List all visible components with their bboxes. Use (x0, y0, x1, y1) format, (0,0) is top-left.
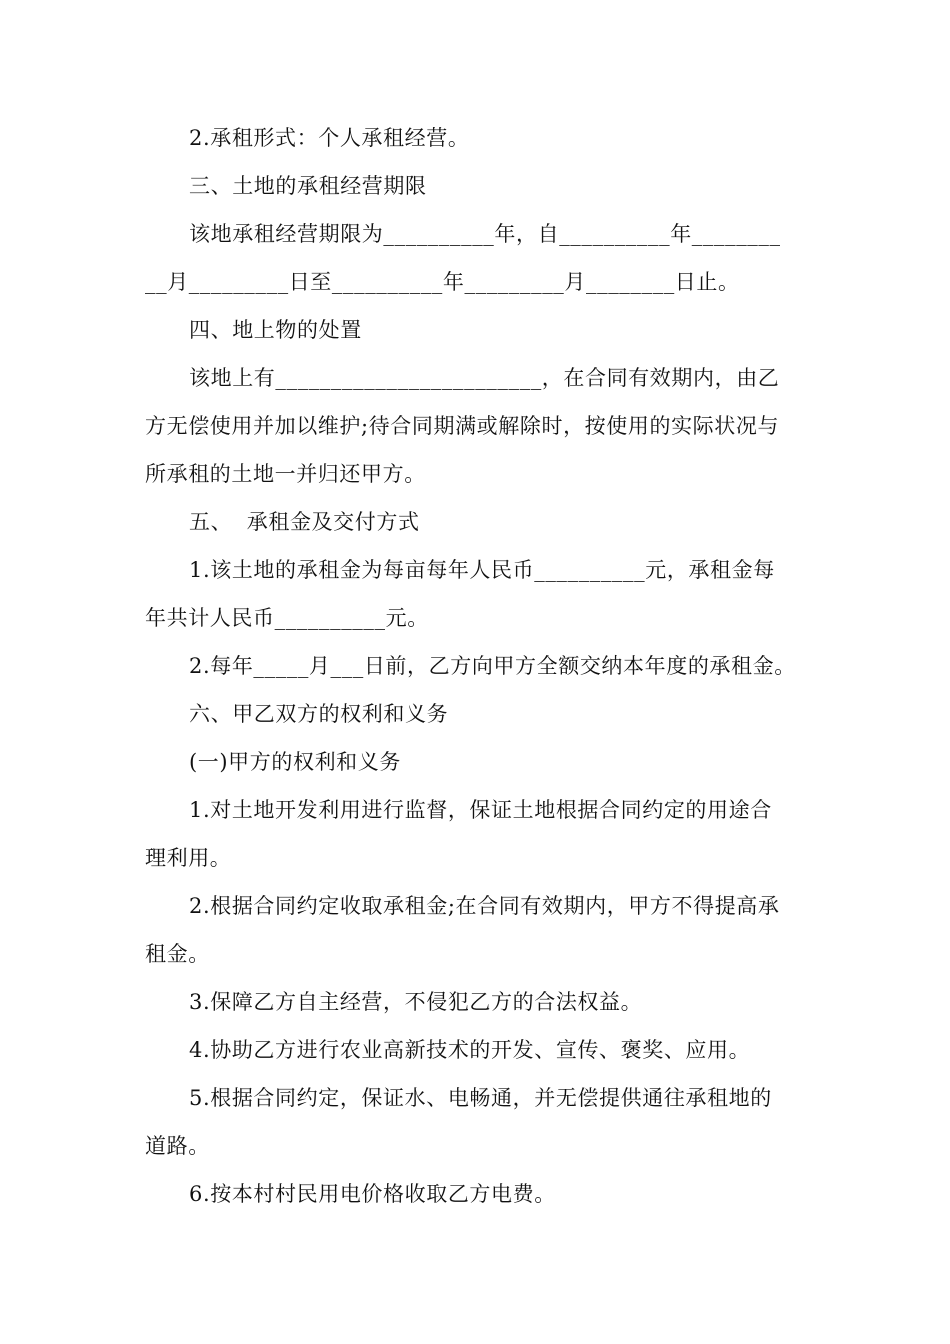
section-heading: 四、地上物的处置 (189, 318, 362, 342)
text-line: 2.承租形式：个人承租经营。 (189, 126, 470, 150)
text-line: 租金。 (145, 942, 210, 966)
section-heading: 五、 承租金及交付方式 (189, 510, 420, 534)
text-line: 1.对土地开发利用进行监督，保证土地根据合同约定的用途合 (189, 798, 772, 822)
text-line: 该地承租经营期限为__________年，自__________年________ (189, 222, 781, 246)
text-line: 该地上有________________________，在合同有效期内，由乙 (189, 366, 780, 390)
text-line: 1.该土地的承租金为每亩每年人民币__________元，承租金每 (189, 558, 775, 582)
section-heading: 六、甲乙双方的权利和义务 (189, 702, 449, 726)
text-line: 6.按本村村民用电价格收取乙方电费。 (189, 1182, 556, 1206)
text-line: 所承租的土地一并归还甲方。 (145, 462, 426, 486)
text-line: __月_________日至__________年_________月________日止。 (145, 270, 740, 294)
section-heading: 三、土地的承租经营期限 (189, 174, 427, 198)
text-line: 2.根据合同约定收取承租金;在合同有效期内，甲方不得提高承 (189, 894, 780, 918)
text-line: 3.保障乙方自主经营，不侵犯乙方的合法权益。 (189, 990, 643, 1014)
text-line: 方无偿使用并加以维护;待合同期满或解除时，按使用的实际状况与 (145, 414, 780, 438)
text-line: 道路。 (145, 1134, 210, 1158)
subsection-heading: (一)甲方的权利和义务 (189, 750, 401, 774)
text-line: 5.根据合同约定，保证水、电畅通，并无偿提供通往承租地的 (189, 1086, 772, 1110)
text-line: 理利用。 (145, 846, 232, 870)
text-line: 年共计人民币__________元。 (145, 606, 429, 630)
text-line: 4.协助乙方进行农业高新技术的开发、宣传、褒奖、应用。 (189, 1038, 751, 1062)
text-line: 2.每年_____月___日前，乙方向甲方全额交纳本年度的承租金。 (189, 654, 796, 678)
